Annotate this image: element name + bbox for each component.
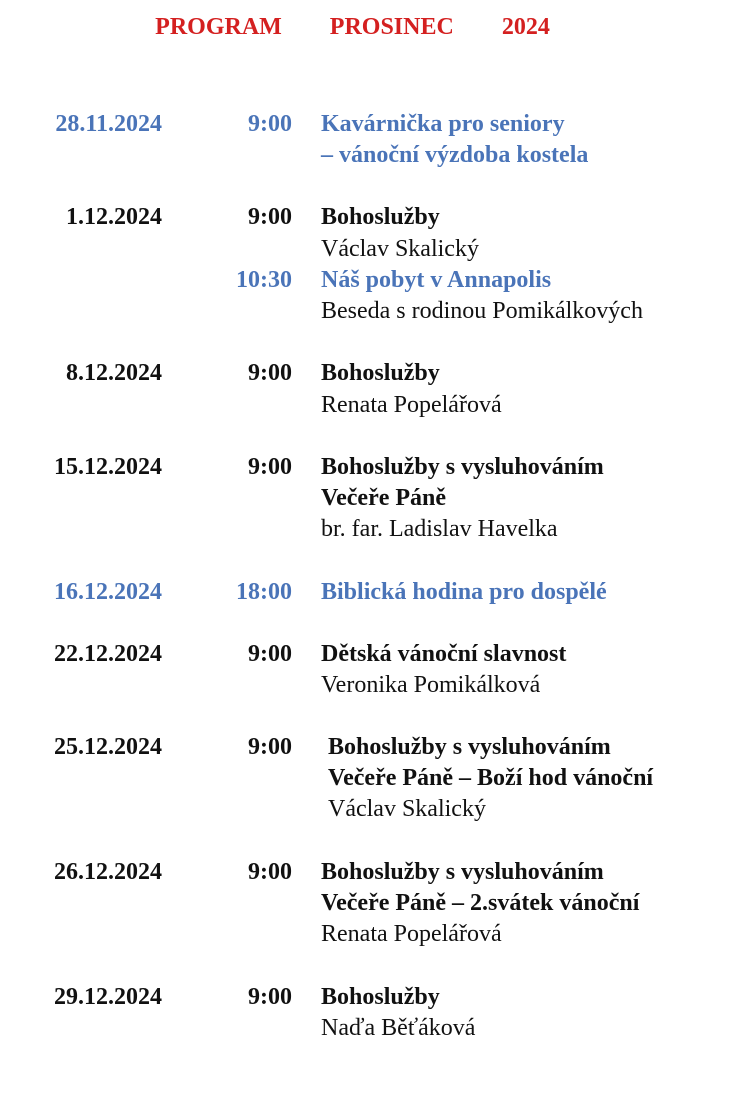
event-speaker: Václav Skalický [321, 236, 479, 262]
event-time: 10:30 [236, 267, 292, 293]
event-time: 9:00 [248, 454, 292, 480]
event-title: Bohoslužby [321, 204, 440, 230]
event-speaker: Naďa Běťáková [321, 1015, 476, 1041]
event-speaker: Václav Skalický [328, 796, 486, 822]
event-title: Bohoslužby s vysluhováním [328, 734, 611, 760]
event-time: 9:00 [248, 204, 292, 230]
event-title: Bohoslužby s vysluhováním [321, 859, 604, 885]
event-time: 9:00 [248, 360, 292, 386]
event-title-cont: Večeře Páně – Boží hod vánoční [328, 765, 654, 791]
event-subtitle: Beseda s rodinou Pomikálkových [321, 298, 643, 324]
page-title: PROGRAM PROSINEC 2024 [155, 14, 550, 40]
event-date: 25.12.2024 [54, 734, 162, 760]
event-title: Dětská vánoční slavnost [321, 641, 567, 667]
event-title: Náš pobyt v Annapolis [321, 267, 552, 293]
event-time: 18:00 [236, 579, 292, 605]
event-subtitle: – vánoční výzdoba kostela [321, 142, 589, 168]
event-date: 22.12.2024 [54, 641, 162, 667]
event-title: Bohoslužby [321, 984, 440, 1010]
event-title: Kavárnička pro seniory [321, 111, 565, 137]
event-date: 1.12.2024 [66, 204, 162, 230]
event-date: 15.12.2024 [54, 454, 162, 480]
event-speaker: br. far. Ladislav Havelka [321, 516, 558, 542]
event-title: Bohoslužby s vysluhováním [321, 454, 604, 480]
event-title: Bohoslužby [321, 360, 440, 386]
event-date: 16.12.2024 [54, 579, 162, 605]
event-date: 26.12.2024 [54, 859, 162, 885]
event-speaker: Renata Popelářová [321, 392, 502, 418]
event-time: 9:00 [248, 111, 292, 137]
event-date: 28.11.2024 [55, 111, 162, 137]
event-time: 9:00 [248, 734, 292, 760]
event-date: 8.12.2024 [66, 360, 162, 386]
event-time: 9:00 [248, 641, 292, 667]
event-title: Biblická hodina pro dospělé [321, 579, 607, 605]
event-time: 9:00 [248, 984, 292, 1010]
event-time: 9:00 [248, 859, 292, 885]
event-title-cont: Večeře Páně [321, 485, 447, 511]
event-speaker: Renata Popelářová [321, 921, 502, 947]
event-speaker: Veronika Pomikálková [321, 672, 541, 698]
event-date: 29.12.2024 [54, 984, 162, 1010]
event-title-cont: Večeře Páně – 2.svátek vánoční [321, 890, 640, 916]
